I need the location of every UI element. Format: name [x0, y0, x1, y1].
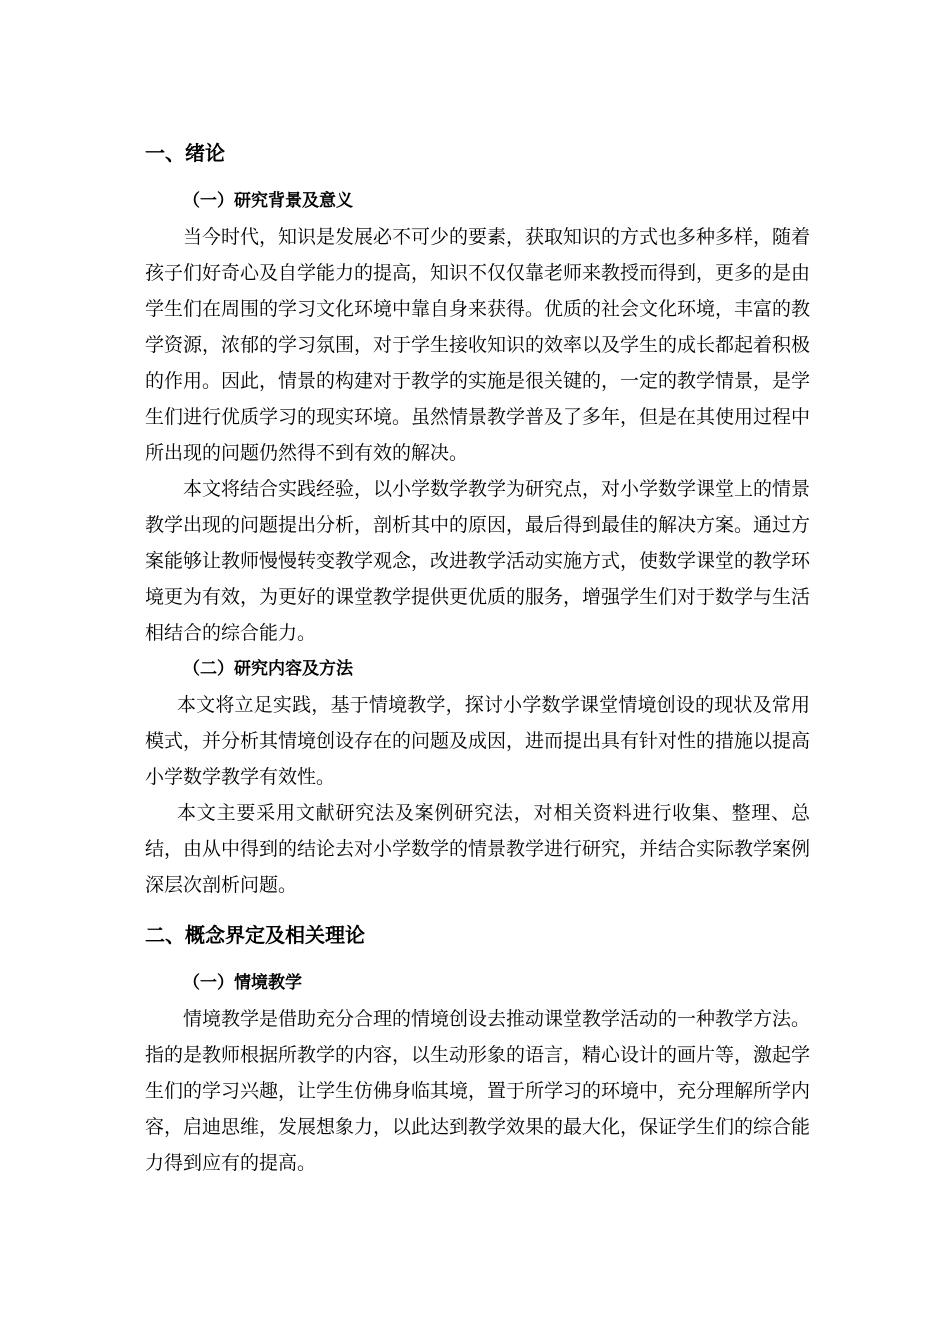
spacer [145, 903, 810, 917]
section-1-1-heading: （一）研究背景及意义 [183, 191, 353, 211]
spacer [145, 171, 810, 183]
chapter-2-heading: 二、概念界定及相关理论 [145, 923, 365, 947]
paragraph: 本文将结合实践经验，以小学数学教学为研究点，对小学数学课堂上的情景教学出现的问题提出分析，剖析其中的原因，最后得到最佳的解决方案。通过方案能够让教师慢慢转变教学观念，改进教学活动实施方式，使数学课堂的教学环境更为有效，为更好的课堂教学提供更优质的服务，增强学生们对于数学与生活相结合的综合能力。 [145, 478, 811, 644]
section-1-2-heading: （二）研究内容及方法 [183, 659, 353, 679]
document-body [145, 135, 810, 1181]
spacer [145, 953, 810, 965]
section-2-1-heading: （一）情境教学 [183, 973, 302, 993]
paragraph: 情境教学是借助充分合理的情境创设去推动课堂教学活动的一种教学方法。指的是教师根据所教学的内容，以生动形象的语言，精心设计的画片等，激起学生们的学习兴趣，让学生仿佛身临其境，置于所学习的环境中，充分理解所学内容，启迪思维，发展想象力，以此达到教学效果的最大化，保证学生们的综合能力得到应有的提高。 [145, 1008, 811, 1174]
chapter-1-heading: 一、绪论 [145, 141, 225, 165]
paragraph: 本文将立足实践，基于情境教学，探讨小学数学课堂情境创设的现状及常用模式，并分析其情境创设存在的问题及成因，进而提出具有针对性的措施以提高小学数学教学有效性。 [145, 694, 811, 788]
paragraph: 当今时代，知识是发展必不可少的要素，获取知识的方式也多种多样，随着孩子们好奇心及自学能力的提高，知识不仅仅靠老师来教授而得到，更多的是由学生们在周围的学习文化环境中靠自身来获得。优质的社会文化环境，丰富的教学资源，浓郁的学习氛围，对于学生接收知识的效率以及学生的成长都起着积极的作用。因此，情景的构建对于教学的实施是很关键的，一定的教学情景，是学生们进行优质学习的现实环境。虽然情景教学普及了多年，但是在其使用过程中所出现的问题仍然得不到有效的解决。 [145, 226, 811, 464]
paragraph: 本文主要采用文献研究法及案例研究法，对相关资料进行收集、整理、总结，由从中得到的结论去对小学数学的情景教学进行研究，并结合实际教学案例深层次剖析问题。 [145, 802, 811, 896]
